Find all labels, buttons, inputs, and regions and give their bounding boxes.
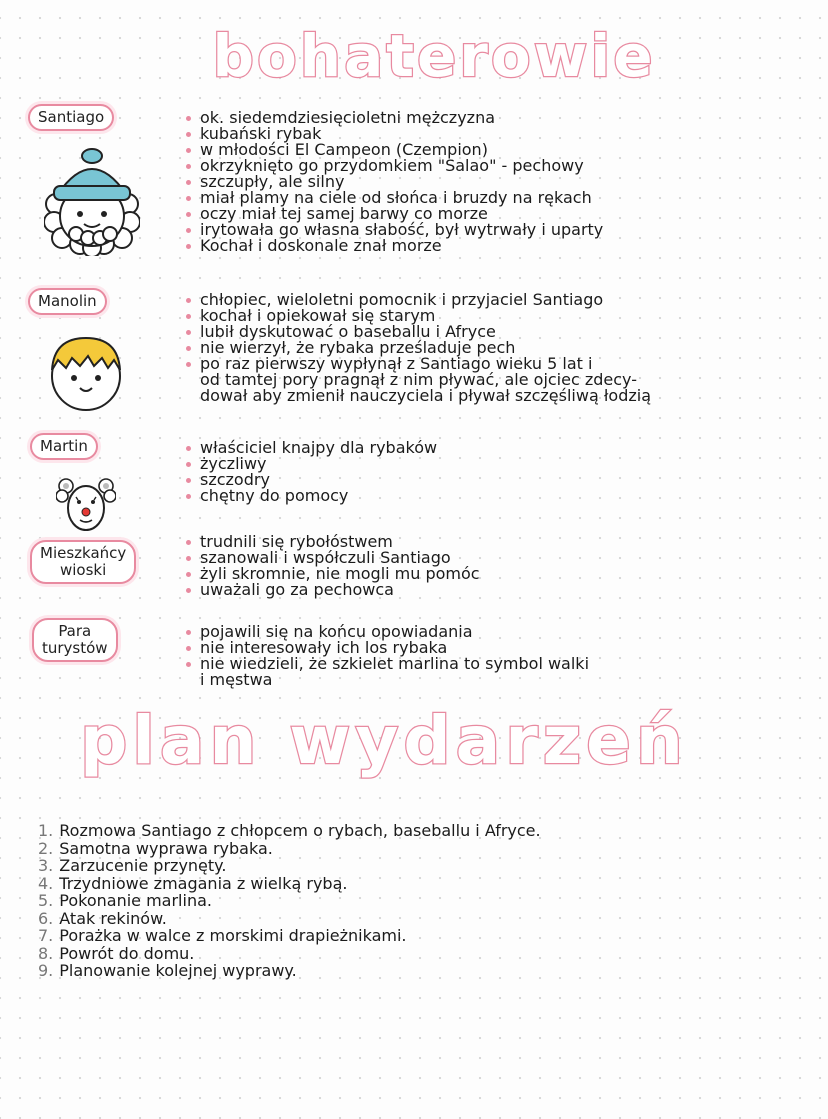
character-label <box>30 540 136 584</box>
plan-item <box>38 840 541 858</box>
character-traits-list <box>186 624 589 688</box>
trait-text: chętny do pomocy <box>200 486 349 505</box>
plan-item-text: Rozmowa Santiago z chłopcem o rybach, baseballu i Afryce. <box>59 821 541 840</box>
character-traits-list <box>186 292 651 404</box>
character-label <box>28 288 107 315</box>
trait-text: szczupły, ale silny <box>200 172 345 191</box>
plan-item <box>38 910 541 928</box>
plan-item-number: 3. <box>38 856 54 875</box>
plan-item <box>38 892 541 910</box>
trait-item <box>186 356 651 404</box>
plan-title: plan wydarzeń <box>80 702 688 779</box>
plan-list <box>38 822 541 980</box>
trait-item <box>186 488 437 504</box>
character-label-line: Mieszkańcy <box>40 544 127 562</box>
plan-item-text: Trzydniowe zmagania z wielką rybą. <box>59 873 348 893</box>
trait-text: uważali go za pechowca <box>200 580 394 599</box>
boy-face-icon <box>44 330 128 418</box>
trait-text: pojawili się na końcu opowiadania <box>200 622 473 641</box>
trait-item <box>186 656 589 688</box>
plan-item-number: 2. <box>38 838 54 858</box>
trait-text: właściciel knajpy dla rybaków <box>200 438 438 457</box>
plan-item-text: Pokonanie marlina. <box>59 891 212 910</box>
character-label-line: Manolin <box>38 292 97 310</box>
trait-text: dował aby zmienił nauczyciela i pływał szczęśliwą łodzią <box>200 386 651 405</box>
character-label-line: Martin <box>40 437 88 455</box>
trait-text: Kochał i doskonale znał morze <box>200 236 442 255</box>
page-title: bohaterowie <box>212 22 656 90</box>
plan-item-text: Powrót do domu. <box>59 943 195 963</box>
plan-item-number: 9. <box>38 961 54 980</box>
plan-item-number: 8. <box>38 943 54 963</box>
trait-text: kubański rybak <box>200 124 322 143</box>
trait-text: lubił dyskutować o baseballu i Afryce <box>200 322 496 341</box>
character-label-line: turystów <box>42 639 108 657</box>
plan-item-text: Atak rekinów. <box>59 908 167 928</box>
trait-text: okrzyknięto go przydomkiem "Salao" - pechowy <box>200 156 584 175</box>
trait-item <box>186 582 480 598</box>
character-label-line: Para <box>58 622 92 640</box>
trait-text: życzliwy <box>200 454 267 473</box>
plan-item-text: Zarzucenie przynęty. <box>59 856 227 875</box>
plan-item-number: 1. <box>38 821 54 840</box>
trait-text: miał plamy na ciele od słońca i bruzdy na rękach <box>200 188 592 207</box>
plan-item <box>38 945 541 963</box>
plan-item <box>38 875 541 893</box>
plan-item-number: 4. <box>38 873 54 893</box>
trait-text: w młodości El Campeon (Czempion) <box>200 140 488 159</box>
trait-text: ok. siedemdziesięcioletni mężczyzna <box>200 108 496 127</box>
plan-item-text: Porażka w walce z morskimi drapieżnikami. <box>59 926 407 945</box>
trait-text: chłopiec, wieloletni pomocnik i przyjaciel Santiago <box>200 290 604 309</box>
trait-text: szczodry <box>200 470 270 489</box>
character-traits-list <box>186 534 480 598</box>
trait-text: nie wiedzieli, że szkielet marlina to symbol walki <box>200 654 590 673</box>
character-label <box>28 104 114 131</box>
character-label-line: wioski <box>59 561 107 579</box>
plan-item <box>38 962 541 980</box>
trait-text: i męstwa <box>200 670 273 689</box>
character-traits-list <box>186 110 603 254</box>
trait-text: oczy miał tej samej barwy co morze <box>200 204 488 223</box>
plan-item-text: Planowanie kolejnej wyprawy. <box>59 961 297 980</box>
character-label <box>30 433 98 460</box>
character-traits-list <box>186 440 437 504</box>
plan-item-number: 6. <box>38 908 54 928</box>
plan-item-number: 5. <box>38 891 54 910</box>
plan-item <box>38 857 541 875</box>
trait-text: nie wierzył, że rybaka prześladuje pech <box>200 338 516 357</box>
plan-item <box>38 927 541 945</box>
old-man-face-icon <box>44 146 140 260</box>
trait-text: kochał i opiekował się starym <box>200 306 436 325</box>
character-label <box>32 618 118 662</box>
trait-text: nie interesowały ich los rybaka <box>200 638 448 657</box>
trait-text: irytowała go własna słabość, był wytrwały i uparty <box>200 220 604 239</box>
trait-text: żyli skromnie, nie mogli mu pomóc <box>200 564 480 583</box>
trait-text: od tamtej pory pragnął z nim pływać, ale ojciec zdecy- <box>200 370 638 389</box>
trait-text: trudnili się rybołóstwem <box>200 532 393 551</box>
character-label-line: Santiago <box>38 108 105 126</box>
trait-text: szanowali i współczuli Santiago <box>200 548 451 567</box>
plan-item <box>38 822 541 840</box>
plan-item-text: Samotna wyprawa rybaka. <box>59 838 273 858</box>
trait-text: po raz pierwszy wypłynął z Santiago wieku 5 lat i <box>200 354 593 373</box>
trait-item <box>186 238 603 254</box>
clown-face-icon <box>56 470 116 540</box>
plan-item-number: 7. <box>38 926 54 945</box>
